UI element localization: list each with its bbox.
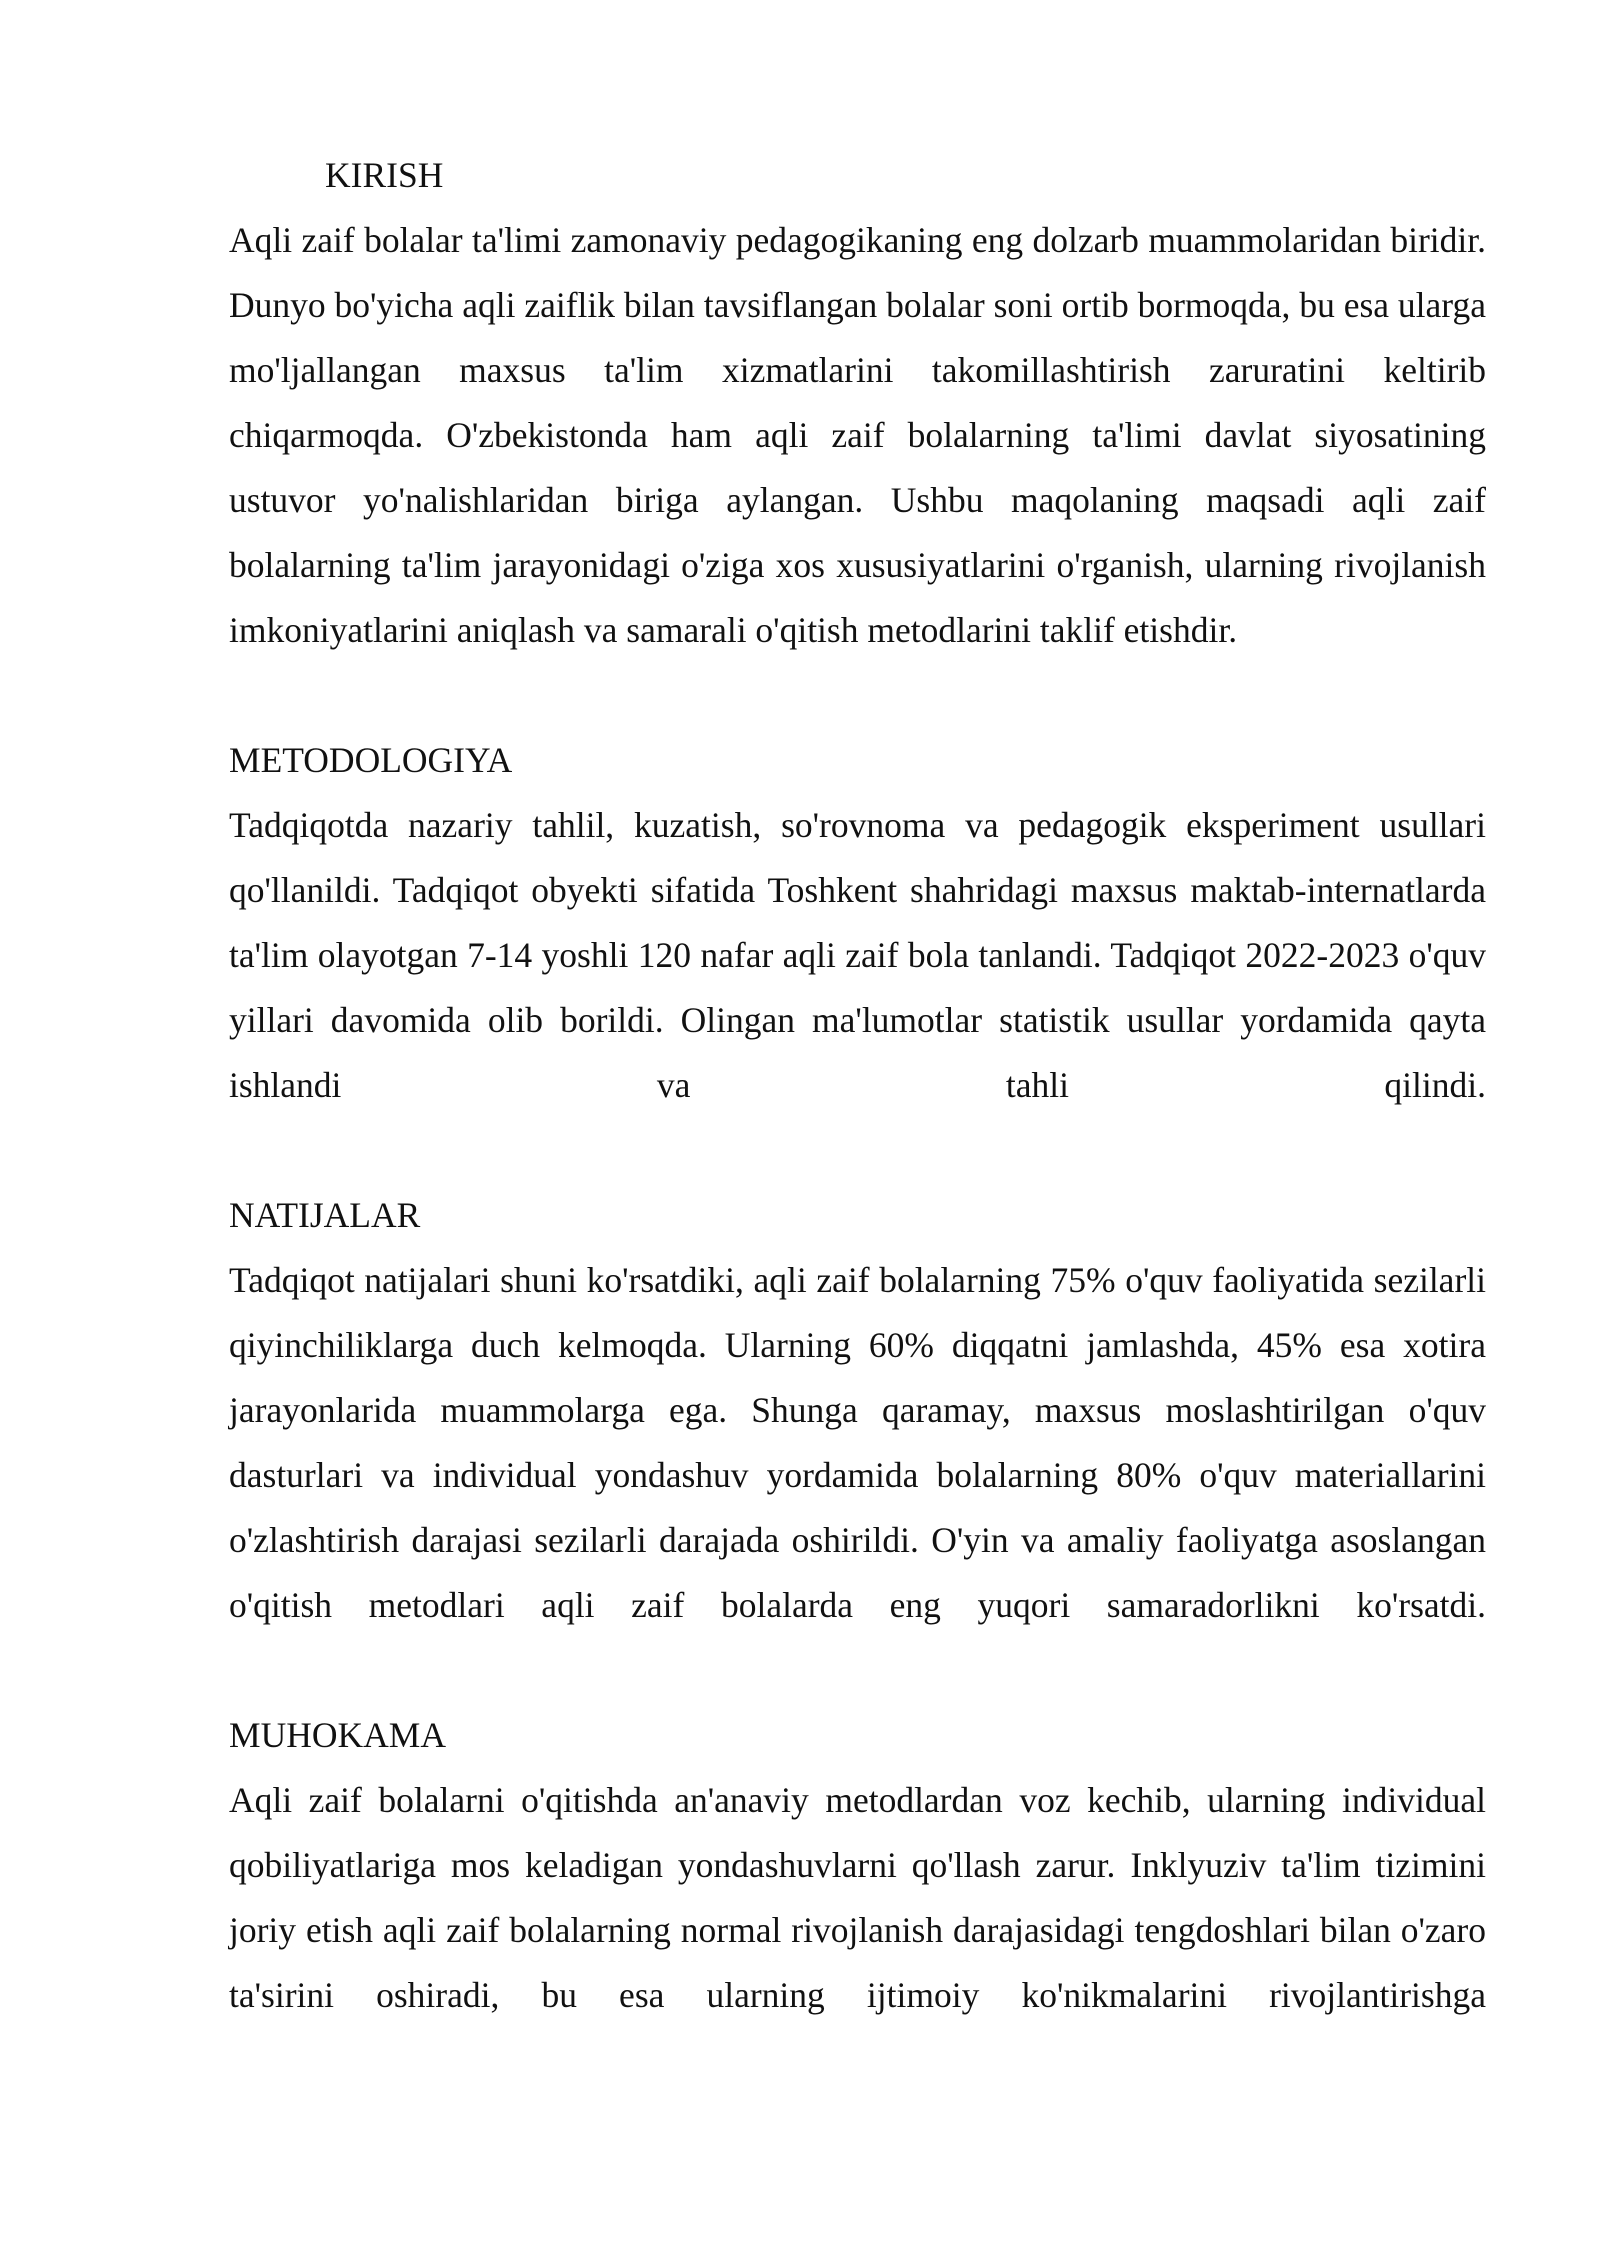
document-body: [229, 143, 1486, 2028]
section-spacer: [229, 663, 1486, 728]
section-heading-metodologiya: METODOLOGIYA: [229, 740, 513, 780]
paragraph-kirish: Aqli zaif bolalar ta'limi zamonaviy pedagogikaning eng dolzarb muammolaridan biridir. Dunyo bo'yicha aqli zaiflik bilan tavsiflangan bolalar soni ortib bormoqda, bu esa ularga mo'ljallangan maxsus ta'lim xizmatlarini takomillashtirish zaruratini keltirib chiqarmoqda. O'zbekistonda ham aqli zaif bolalarning ta'limi davlat siyosatining ustuvor yo'nalishlaridan biriga aylangan. Ushbu maqolaning maqsadi aqli zaif bolalarning ta'lim jarayonidagi o'ziga xos xususiyatlarini o'rganish, ularning rivojlanish imkoniyatlarini aniqlash va samarali o'qitish metodlarini taklif etishdir.: [229, 220, 1486, 650]
section-heading-kirish: KIRISH: [325, 155, 444, 195]
paragraph-natijalar: Tadqiqot natijalari shuni ko'rsatdiki, aqli zaif bolalarning 75% o'quv faoliyatida sezilarli qiyinchiliklarga duch kelmoqda. Ularning 60% diqqatni jamlashda, 45% esa xotira jarayonlarida muammolarga ega. Shunga qaramay, maxsus moslashtirilgan o'quv dasturlari va individual yondashuv yordamida bolalarning 80% o'quv materiallarini o'zlashtirish darajasi sezilarli darajada oshirildi. O'yin va amaliy faoliyatga asoslangan o'qitish metodlari aqli zaif bolalarda eng yuqori samaradorlikni ko'rsatdi.: [229, 1260, 1486, 1625]
section-spacer: [229, 1118, 1486, 1183]
section-heading-natijalar: NATIJALAR: [229, 1195, 421, 1235]
paragraph-metodologiya: Tadqiqotda nazariy tahlil, kuzatish, so'rovnoma va pedagogik eksperiment usullari qo'llanildi. Tadqiqot obyekti sifatida Toshkent shahridagi maxsus maktab-internatlarda ta'lim olayotgan 7-14 yoshli 120 nafar aqli zaif bola tanlandi. Tadqiqot 2022-2023 o'quv yillari davomida olib borildi. Olingan ma'lumotlar statistik usullar yordamida qayta ishlandi va tahli qilindi.: [229, 805, 1486, 1105]
section-heading-muhokama: MUHOKAMA: [229, 1715, 446, 1755]
paragraph-muhokama: Aqli zaif bolalarni o'qitishda an'anaviy metodlardan voz kechib, ularning individual qobiliyatlariga mos keladigan yondashuvlarni qo'llash zarur. Inklyuziv ta'lim tizimini joriy etish aqli zaif bolalarning normal rivojlanish darajasidagi tengdoshlari bilan o'zaro ta'sirini oshiradi, bu esa ularning ijtimoiy ko'nikmalarini rivojlantirishga: [229, 1780, 1486, 2015]
section-spacer: [229, 1638, 1486, 1703]
